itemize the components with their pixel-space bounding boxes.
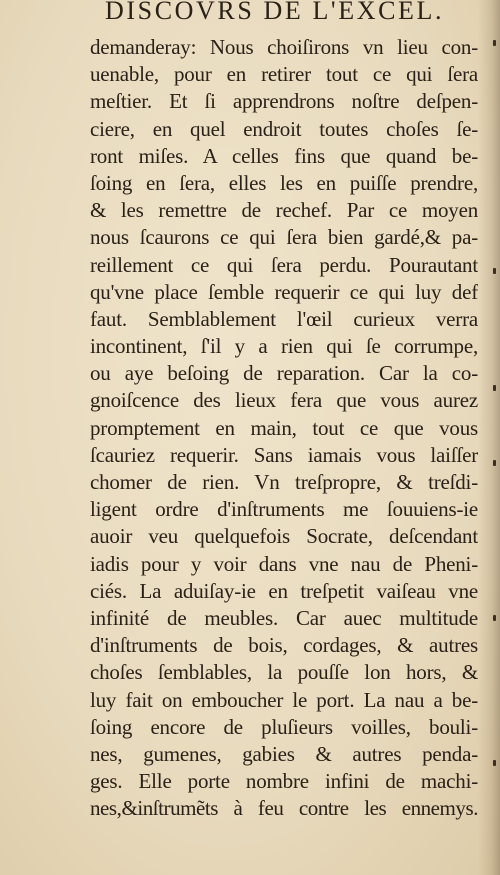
body-text <box>90 34 478 822</box>
edge-mark <box>493 460 496 466</box>
text-line: incontinent, ſ'il y a rien qui ſe corrumpe, <box>90 334 478 359</box>
running-head: DISCOVRS DE L'EXCEL. <box>105 0 445 25</box>
text-line: ciés. La aduiſay-ie en treſpetit vaiſeau vne <box>90 578 478 603</box>
text-line: chomer de rien. Vn treſpropre, & treſdi- <box>90 470 478 494</box>
text-line: nous ſcaurons ce qui ſera bien gardé,& pa- <box>90 225 478 250</box>
text-line: faut. Semblablement l'œil curieux verra <box>90 306 478 331</box>
text-line: reillement ce qui ſera perdu. Pourautant <box>90 252 478 277</box>
text-line: luy fait on emboucher le port. La nau a be- <box>90 687 478 712</box>
edge-mark <box>493 268 496 274</box>
text-line: ſoing en ſera, elles les en puiſſe prendre, <box>90 170 478 195</box>
edge-mark <box>493 40 496 46</box>
text-line: uenable, pour en retirer tout ce qui ſera <box>90 62 478 87</box>
text-line: infinité de meubles. Car auec multitude <box>90 605 478 630</box>
text-line: ges. Elle porte nombre infini de machi- <box>90 769 478 794</box>
page-gutter-shadow <box>478 0 500 875</box>
text-line: choſes ſemblables, la pouſſe lon hors, & <box>90 660 478 685</box>
text-line: demanderay: Nous choiſirons vn lieu con- <box>90 35 478 59</box>
edge-mark <box>493 760 496 766</box>
text-line: iadis pour y voir dans vne nau de Pheni- <box>90 551 478 576</box>
text-line: ligent ordre d'inſtruments me ſouuiens-ie <box>90 497 478 522</box>
text-line: auoir veu quelquefois Socrate, deſcendant <box>90 524 478 549</box>
edge-mark <box>493 615 496 621</box>
text-line: d'inſtruments de bois, cordages, & autres <box>90 633 478 658</box>
text-line: nes,&inſtrumẽts à feu contre les ennemys. <box>90 796 478 821</box>
text-line: meſtier. Et ſi apprendrons noſtre deſpen- <box>90 89 478 114</box>
text-line: gnoiſcence des lieux fera que vous aurez <box>90 388 478 413</box>
text-line: ront miſes. A celles fins que quand be- <box>90 143 478 168</box>
edge-mark <box>493 385 496 391</box>
text-line: ciere, en quel endroit toutes choſes ſe- <box>90 116 478 141</box>
text-line: ſcauriez requerir. Sans iamais vous laiſſer <box>90 442 478 467</box>
text-line: qu'vne place ſemble requerir ce qui luy def <box>90 279 478 304</box>
text-line: & les remettre de rechef. Par ce moyen <box>90 198 478 223</box>
text-line: nes, gumenes, gabies & autres penda- <box>90 741 478 766</box>
text-line: ſoing encore de pluſieurs voilles, bouli- <box>90 714 478 739</box>
text-line: ou aye beſoing de reparation. Car la co- <box>90 361 478 386</box>
text-line: promptement en main, tout ce que vous <box>90 415 478 440</box>
